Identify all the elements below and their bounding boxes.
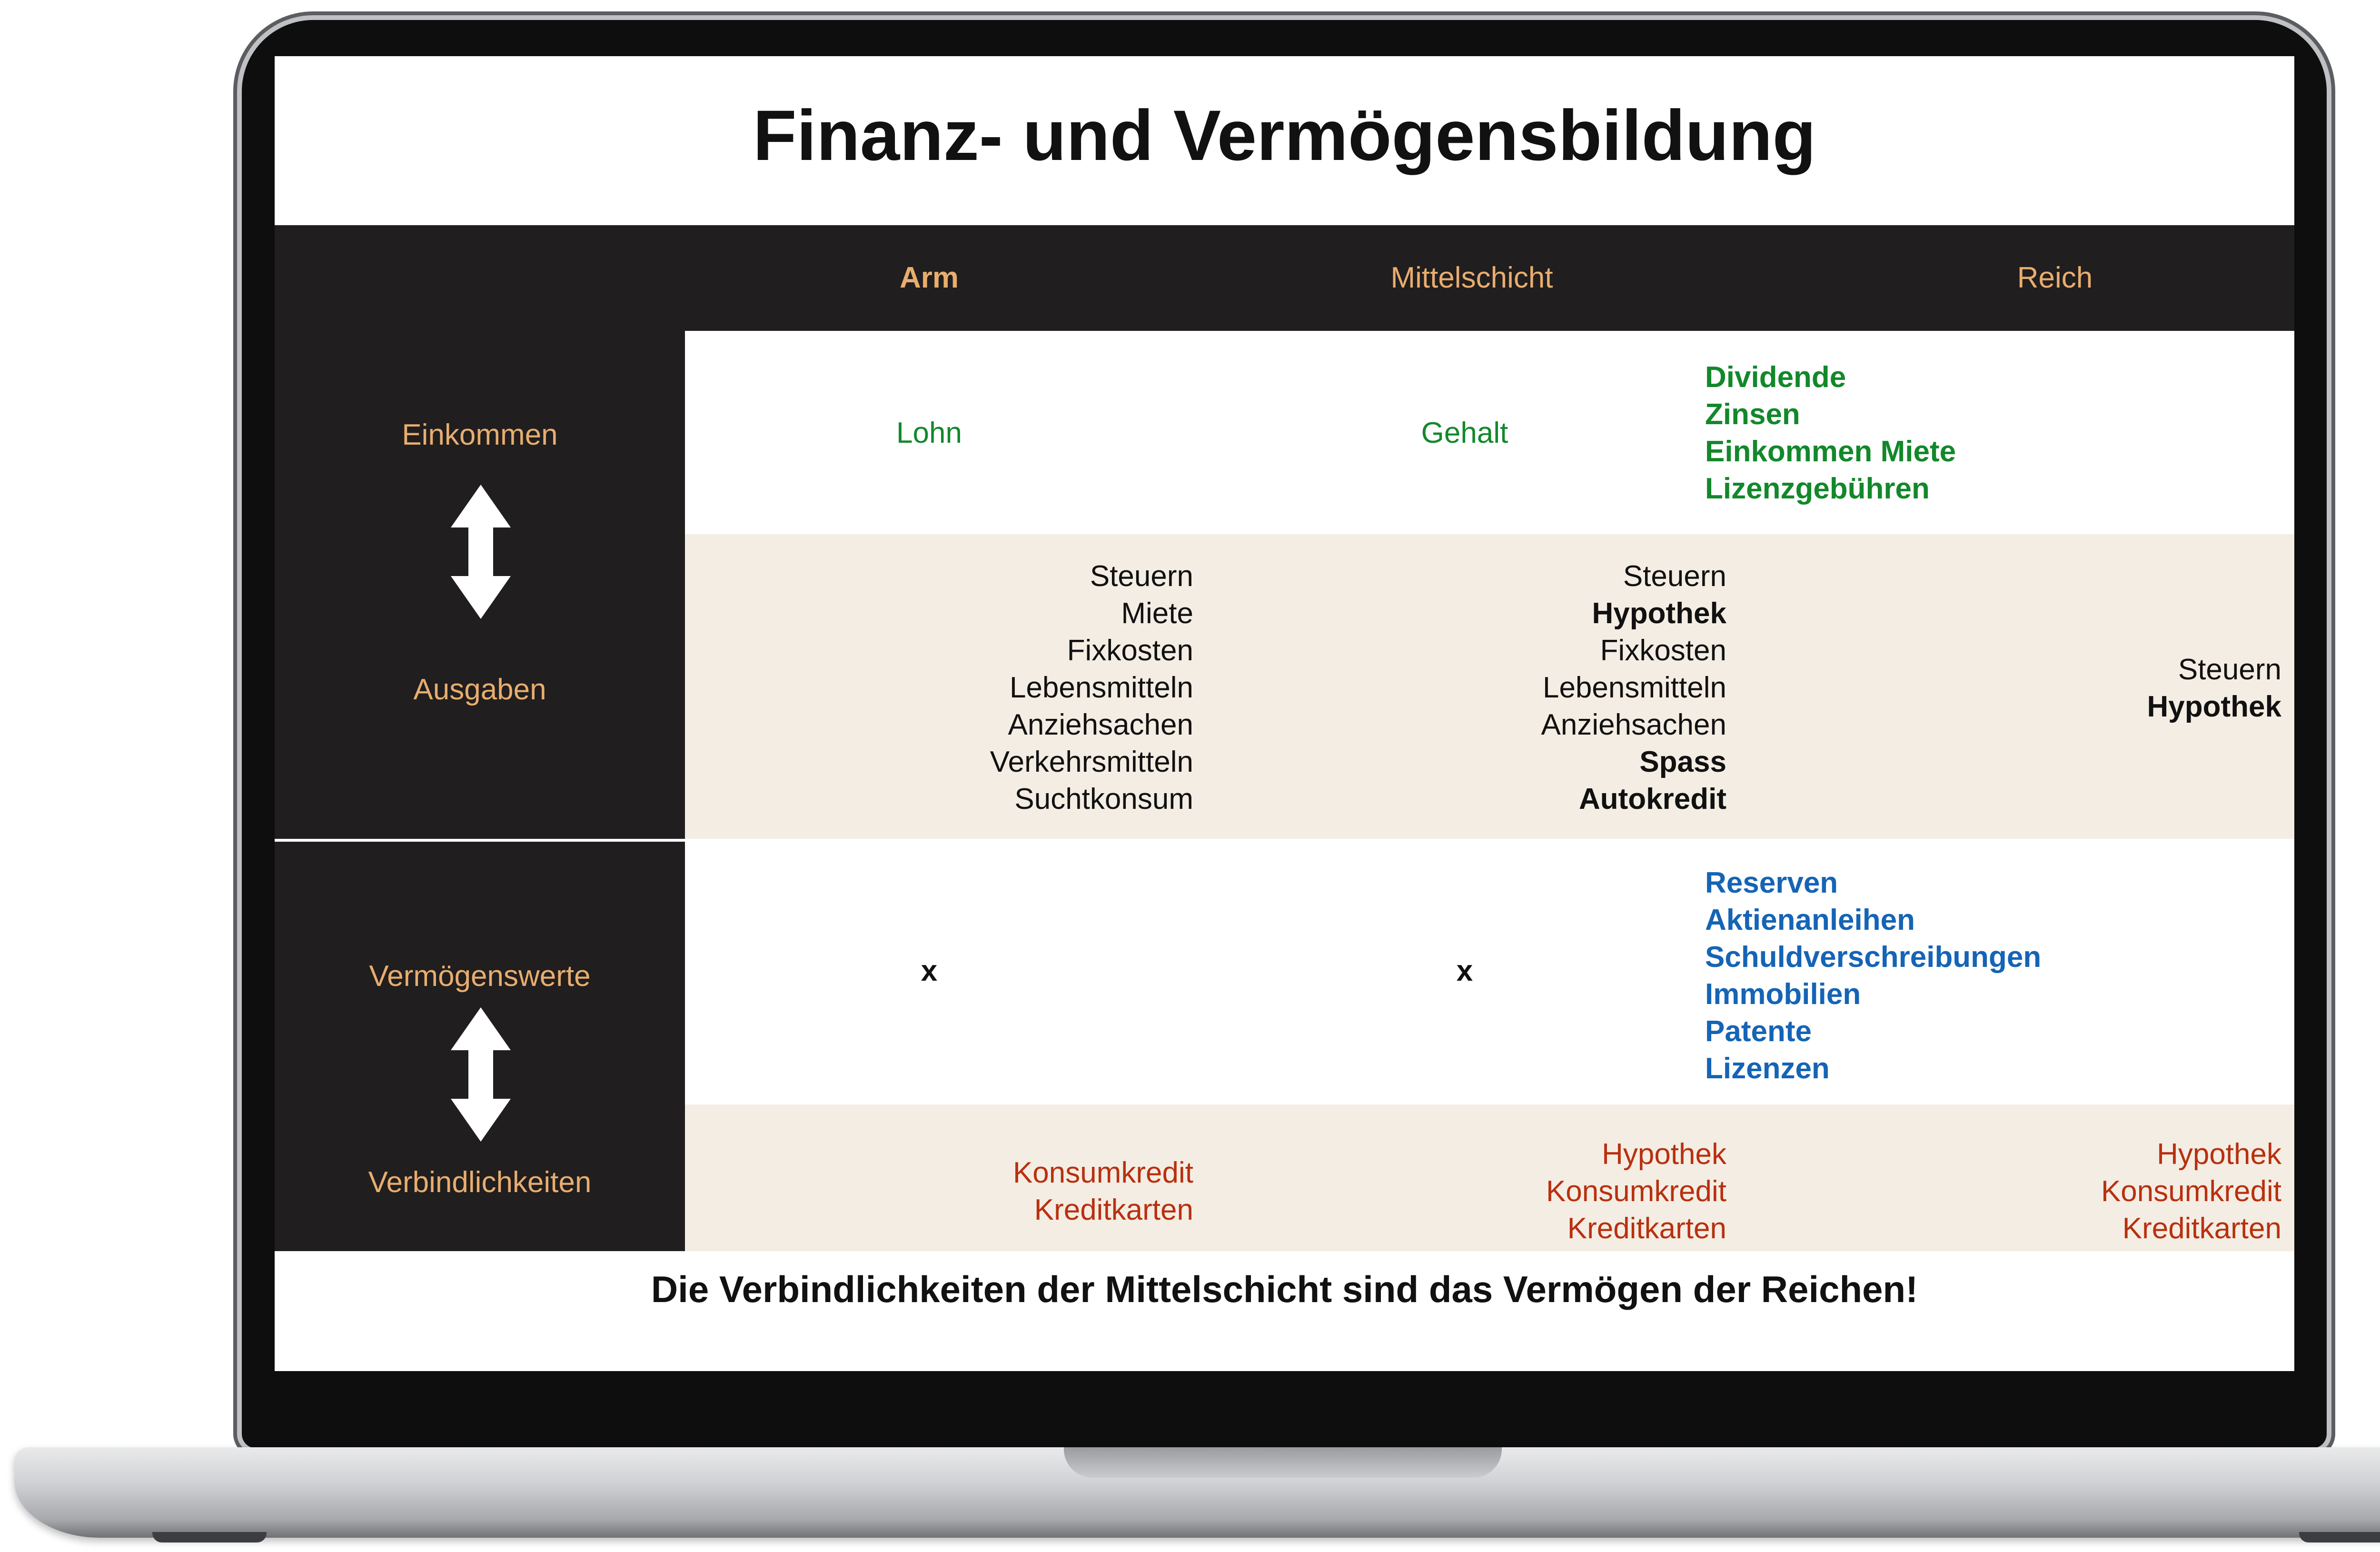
list-item: Miete xyxy=(1121,597,1193,630)
list-item: Zinsen xyxy=(1705,398,1800,431)
list-item: Reserven xyxy=(1705,866,1838,899)
list-item: Kreditkarten xyxy=(2122,1212,2281,1245)
double-arrow-icon xyxy=(451,485,511,619)
row-label-ausgaben: Ausgaben xyxy=(413,673,546,706)
verbindlichkeiten-mittelschicht-list xyxy=(1417,1136,1726,1247)
footer-statement: Die Verbindlichkeiten der Mittelschicht sind das Vermögen der Reichen! xyxy=(651,1268,1918,1310)
einkommen-arm: Lohn xyxy=(896,417,962,449)
list-item: Fixkosten xyxy=(1600,634,1726,667)
laptop-foot-left xyxy=(152,1532,267,1542)
list-item: Fixkosten xyxy=(1067,634,1193,667)
list-item: Einkommen Miete xyxy=(1705,435,1956,468)
list-item: Immobilien xyxy=(1705,978,1861,1011)
list-item: Autokredit xyxy=(1579,783,1726,816)
laptop-foot-right xyxy=(2299,1532,2380,1542)
row-label-vermoegenswerte: Vermögenswerte xyxy=(369,960,591,993)
list-item: Verkehrsmitteln xyxy=(990,746,1193,778)
vermoegenswerte-mittelschicht: x xyxy=(1456,955,1473,987)
list-item: Kreditkarten xyxy=(1034,1194,1193,1226)
list-item: Steuern xyxy=(2178,653,2281,686)
laptop-notch xyxy=(1064,1447,1502,1478)
list-item: Hypothek xyxy=(2147,690,2281,723)
row-label-einkommen: Einkommen xyxy=(402,418,558,451)
row-group-divider xyxy=(275,839,685,842)
list-item: Dividende xyxy=(1705,361,1846,394)
verbindlichkeiten-arm-list xyxy=(893,1154,1193,1229)
list-item: Aktienanleihen xyxy=(1705,904,1915,936)
list-item: Lebensmitteln xyxy=(1542,671,1726,704)
list-item: Kreditkarten xyxy=(1567,1212,1726,1245)
row-label-verbindlichkeiten: Verbindlichkeiten xyxy=(368,1166,592,1199)
list-item: Lizenzgebühren xyxy=(1705,472,1930,505)
verbindlichkeiten-reich-list xyxy=(1988,1136,2281,1247)
einkommen-mittelschicht: Gehalt xyxy=(1421,417,1508,449)
list-item: Anziehsachen xyxy=(1541,708,1726,741)
list-item: Hypothek xyxy=(1592,597,1726,630)
list-item: Hypothek xyxy=(1602,1138,1726,1171)
column-header-arm: Arm xyxy=(899,261,959,294)
list-item: Konsumkredit xyxy=(2101,1175,2281,1208)
vermoegenswerte-arm: x xyxy=(921,955,938,987)
list-item: Lebensmitteln xyxy=(1009,671,1193,704)
column-header-reich: Reich xyxy=(2017,261,2093,294)
list-item: Steuern xyxy=(1623,560,1726,593)
ausgaben-arm-list xyxy=(893,558,1193,818)
list-item: Patente xyxy=(1705,1015,1812,1048)
list-item: Konsumkredit xyxy=(1546,1175,1726,1208)
list-item: Hypothek xyxy=(2157,1138,2281,1171)
list-item: Suchtkonsum xyxy=(1014,783,1193,816)
list-item: Konsumkredit xyxy=(1012,1156,1193,1189)
ausgaben-mittelschicht-list xyxy=(1417,558,1726,818)
vermoegenswerte-reich-list xyxy=(1705,865,2276,1087)
list-item: Steuern xyxy=(1090,560,1193,593)
einkommen-reich-list xyxy=(1705,359,2276,507)
laptop-screen xyxy=(275,56,2294,1371)
list-item: Spass xyxy=(1639,746,1726,778)
column-header-mittelschicht: Mittelschicht xyxy=(1390,261,1553,294)
double-arrow-icon xyxy=(451,1007,511,1142)
list-item: Schuldverschreibungen xyxy=(1705,941,2042,974)
list-item: Anziehsachen xyxy=(1008,708,1193,741)
list-item: Lizenzen xyxy=(1705,1052,1830,1085)
page-title: Finanz- und Vermögensbildung xyxy=(753,95,1816,175)
ausgaben-reich-list xyxy=(2036,651,2281,726)
